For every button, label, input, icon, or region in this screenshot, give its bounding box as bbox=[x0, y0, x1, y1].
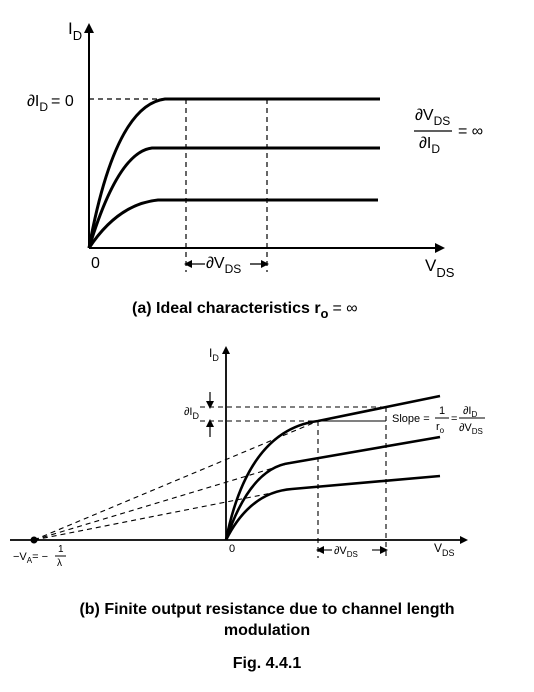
b-origin-label: 0 bbox=[229, 543, 236, 555]
b-y-axis-label: $I_D$ bbox=[209, 346, 219, 363]
a-ratio-denominator: $\partial I_D$ bbox=[419, 135, 441, 156]
figure-label: Fig. 4.4.1 bbox=[232, 655, 302, 672]
b-x-axis-label: $V_{DS}$ bbox=[434, 541, 455, 558]
figure-a bbox=[27, 19, 483, 321]
b-slope-fraction-num: 1 bbox=[439, 405, 446, 417]
b-delta-id-label: $\partial I_D$ bbox=[184, 406, 199, 421]
b-va-fraction-num: 1 bbox=[58, 544, 64, 555]
b-curve-middle bbox=[226, 437, 440, 540]
a-delta-id-label: $\partial I_D = 0$ bbox=[27, 93, 74, 114]
b-caption-line-2: modulation bbox=[223, 622, 311, 639]
figure-b bbox=[10, 346, 485, 639]
a-curve-bottom bbox=[89, 200, 378, 248]
b-slope-equals: = bbox=[451, 413, 458, 425]
b-delta-vds-label: $\partial V_{DS}$ bbox=[334, 545, 358, 559]
a-curve-middle bbox=[89, 148, 380, 248]
b-slope-label: Slope = bbox=[392, 413, 430, 425]
b-va-label: $-V_A=$ − bbox=[13, 551, 49, 565]
a-caption: (a) Ideal characteristics $r_o$ = ∞ bbox=[132, 300, 358, 321]
b-curve-bottom bbox=[226, 476, 440, 540]
b-va-fraction-den: λ bbox=[57, 558, 62, 569]
b-caption-line-1: (b) Finite output resistance due to channel length bbox=[79, 601, 455, 618]
b-extrapolation-middle bbox=[34, 463, 290, 540]
b-slope-ratio-num: $\partial I_D$ bbox=[463, 405, 478, 419]
a-ratio-numerator: $\partial V_{DS}$ bbox=[415, 107, 451, 128]
a-curve-top bbox=[89, 99, 380, 248]
a-y-axis-label: $I_D$ bbox=[68, 19, 83, 43]
a-delta-vds-label: $\partial V_{DS}$ bbox=[206, 255, 242, 276]
b-slope-fraction-den: $r_o$ bbox=[436, 421, 445, 435]
a-x-axis-label: $V_{DS}$ bbox=[425, 256, 455, 280]
a-origin-label: 0 bbox=[91, 255, 100, 272]
b-extrapolation-bottom bbox=[34, 489, 292, 540]
b-slope-ratio-den: $\partial V_{DS}$ bbox=[459, 422, 483, 436]
a-ratio-value: = ∞ bbox=[458, 123, 484, 140]
